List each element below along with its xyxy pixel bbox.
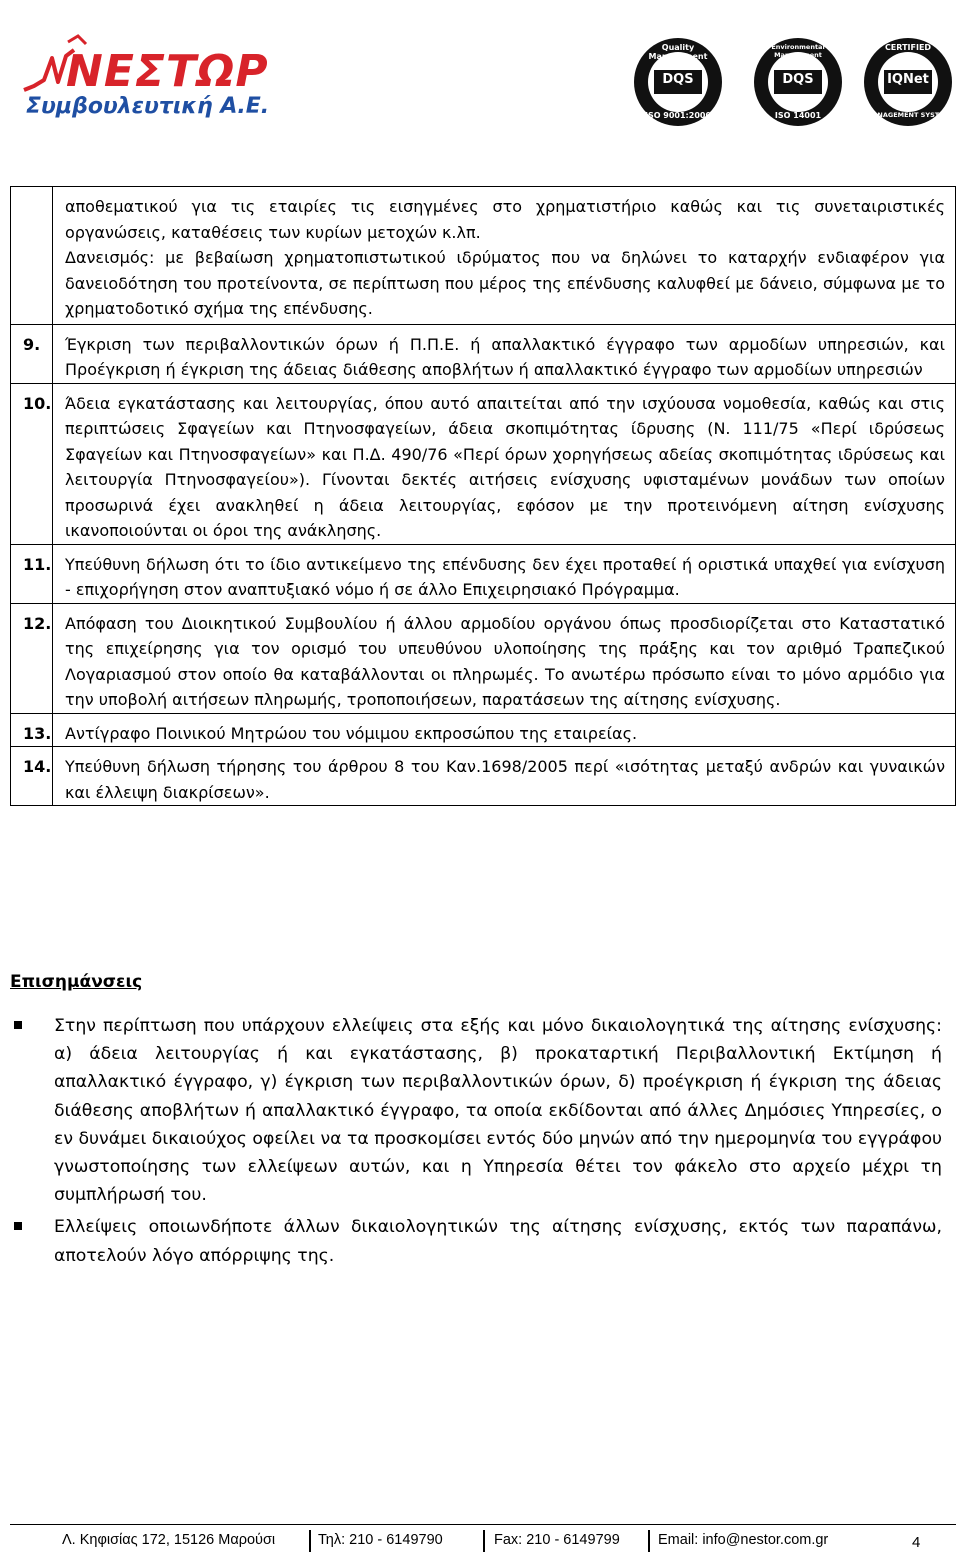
cert-top-text: Environmental Management [771, 43, 825, 59]
footer-phone: Τηλ: 210 - 6149790 [318, 1532, 443, 1548]
logo-subtitle: Συμβουλευτική Α.Ε. [26, 94, 270, 119]
iso-9001-badge [632, 36, 724, 128]
note-text: Στην περίπτωση που υπάρχουν ελλείψεις στα εξής και μόνο δικαιολογητικά της αίτησης ενίσχυσης: α) άδεια λειτουργίας ή και εγκατάστασης, β) προκαταρτική Περιβαλλοντική Εκτίμηση ή απαλλακτικό έγγραφο, γ) έγκριση των περιβαλλοντικών όρων, δ) προέγκριση ή έγκριση της άδειας διάθεσης αποβλήτων ή απαλλακτικό έγγραφο, τα οποία εκδίδονται από άλλες Δημόσιες Υπηρεσίες, ο εν δυνάμει δικαιούχος οφείλει να τα προσκομίσει εντός δύο μηνών από την ημερομηνία του εγγράφου γνωστοποίησης των ελλείψεων αυτών, και η Υπηρεσία θέτει τον φάκελο στο αρχείο μέχρι τη συμπλήρωσή του. [54, 1016, 943, 1206]
page-number: 4 [912, 1534, 921, 1551]
cert-top-text: Quality Management [648, 43, 708, 61]
row-number: 9. [11, 324, 53, 383]
row-text: Απόφαση του Διοικητικού Συμβουλίου ή άλλου αρμοδίου οργάνου όπως προσδιορίζεται στο Καταστατικό της επιχείρησης για τον ορισμό του υπευθύνου υλοποίησης της πράξης και τον αριθμό Τραπεζικού Λογαριασμού στον οποίο θα καταβάλλονται οι πληρωμές. Το ανωτέρω πρόσωπο είναι το μόνο αρμόδιο για την υποβολή αιτήσεων πληρωμής, τροποποιήσεων, παρατάσεων της αίτησης ενίσχυσης. [53, 603, 956, 713]
footer-separator [483, 1530, 485, 1552]
footer-separator [309, 1530, 311, 1552]
cert-bottom-text: ISO 9001:2000 [644, 111, 712, 120]
list-item [10, 1012, 942, 1209]
cert-mid-text: DQS [662, 72, 694, 87]
notes-list [10, 1012, 942, 1274]
notes-heading: Επισημάνσεις [10, 972, 143, 992]
row-text: Άδεια εγκατάστασης και λειτουργίας, όπου αυτό απαιτείται από την ισχύουσα νομοθεσία, καθώς και στις περιπτώσεις Σφαγείων και Πτηνοσφαγείων, άδεια σκοπιμότητας ίδρυσης (Ν. 111/75 «Περί ιδρύσεως Σφαγείων και Πτηνοσφαγείων» και Π.Δ. 490/76 «Περί όρων χορηγήσεως αδείας σκοπιμότητας ιδρύσεως και λειτουργία Πτηνοσφαγείου»). Γίνονται δεκτές αιτήσεις ενίσχυσης υφισταμένων μονάδων των οποίων προσωρινά έχει ανακληθεί η άδεια λειτουργίας, εφόσον με την προτεινόμενη αίτηση ενίσχυσης ικανοποιούνται οι όροι της ανάκλησης. [53, 383, 956, 544]
requirements-table [10, 186, 956, 806]
table-row [11, 324, 956, 383]
logo-name: ΝΕΣΤΩΡ [66, 46, 269, 97]
paragraph: Δανεισμός: με βεβαίωση χρηματοπιστωτικού ιδρύματος που να δηλώνει το καταρχήν ενδιαφέρον για δανειοδότηση του προτείνοντα, σε περίπτωση που μέρος της επένδυσης καλυφθεί με δάνειο, σύμφωνα με το χρηματοδοτικό σχήμα της επένδυσης. [65, 248, 945, 318]
row-number: 13. [11, 713, 53, 747]
cert-bottom-text: MANAGEMENT SYSTEM [865, 111, 951, 119]
table-row [11, 383, 956, 544]
company-logo [20, 28, 300, 124]
row-number: 10. [11, 383, 53, 544]
iqnet-badge [862, 36, 954, 128]
page-header [0, 0, 960, 130]
cert-mid-text: IQNet [887, 72, 929, 87]
table-row [11, 747, 956, 806]
row-text: Έγκριση των περιβαλλοντικών όρων ή Π.Π.Ε. ή απαλλακτικό έγγραφο των αρμοδίων υπηρεσιών, και Προέγκριση ή έγκριση της άδειας διάθεσης αποβλήτων ή απαλλακτικό έγγραφο των αρμοδίων υπηρεσιών [53, 324, 956, 383]
note-text: Ελλείψεις οποιωνδήποτε άλλων δικαιολογητικών της αίτησης ενίσχυσης, εκτός των παραπάνω, αποτελούν λόγο απόρριψης της. [54, 1217, 942, 1266]
paragraph: αποθεματικού για τις εταιρίες τις εισηγμένες στο χρηματιστήριο καθώς και τις συνεταιριστικές οργανώσεις, καταθέσεις των κυρίων μετοχών κ.λπ. [65, 197, 945, 242]
footer-separator [648, 1530, 650, 1552]
row-text: Υπεύθυνη δήλωση τήρησης του άρθρου 8 του Καν.1698/2005 περί «ισότητας μεταξύ ανδρών και γυναικών και έλλειψη διακρίσεων». [53, 747, 956, 806]
table-row [11, 713, 956, 747]
table-row [11, 544, 956, 603]
footer-fax: Fax: 210 - 6149799 [494, 1532, 620, 1548]
row-text: Αντίγραφο Ποινικού Μητρώου του νόμιμου εκπροσώπου της εταιρείας. [53, 713, 956, 747]
row-number: 12. [11, 603, 53, 713]
cert-top-text: CERTIFIED [884, 43, 932, 52]
square-bullet-icon [14, 1222, 22, 1230]
cert-mid-text: DQS [782, 72, 814, 87]
row-number: 14. [11, 747, 53, 806]
table-row [11, 603, 956, 713]
table-row [11, 187, 956, 325]
footer-address: Λ. Κηφισίας 172, 15126 Μαρούσι [62, 1532, 276, 1548]
row-text: Υπεύθυνη δήλωση ότι το ίδιο αντικείμενο της επένδυσης δεν έχει προταθεί ή οριστικά υπαχθεί για ενίσχυση - επιχορήγηση στον αναπτυξιακό νόμο ή σε άλλο Επιχειρησιακό Πρόγραμμα. [53, 544, 956, 603]
row-number [11, 187, 53, 325]
footer-divider [10, 1524, 956, 1525]
footer-email[interactable]: Email: info@nestor.com.gr [658, 1532, 829, 1548]
iso-14001-badge [752, 36, 844, 128]
list-item [10, 1213, 942, 1269]
row-text [53, 187, 956, 325]
cert-bottom-text: ISO 14001 [774, 111, 822, 120]
row-number: 11. [11, 544, 53, 603]
square-bullet-icon [14, 1021, 22, 1029]
page-footer [0, 1532, 960, 1554]
